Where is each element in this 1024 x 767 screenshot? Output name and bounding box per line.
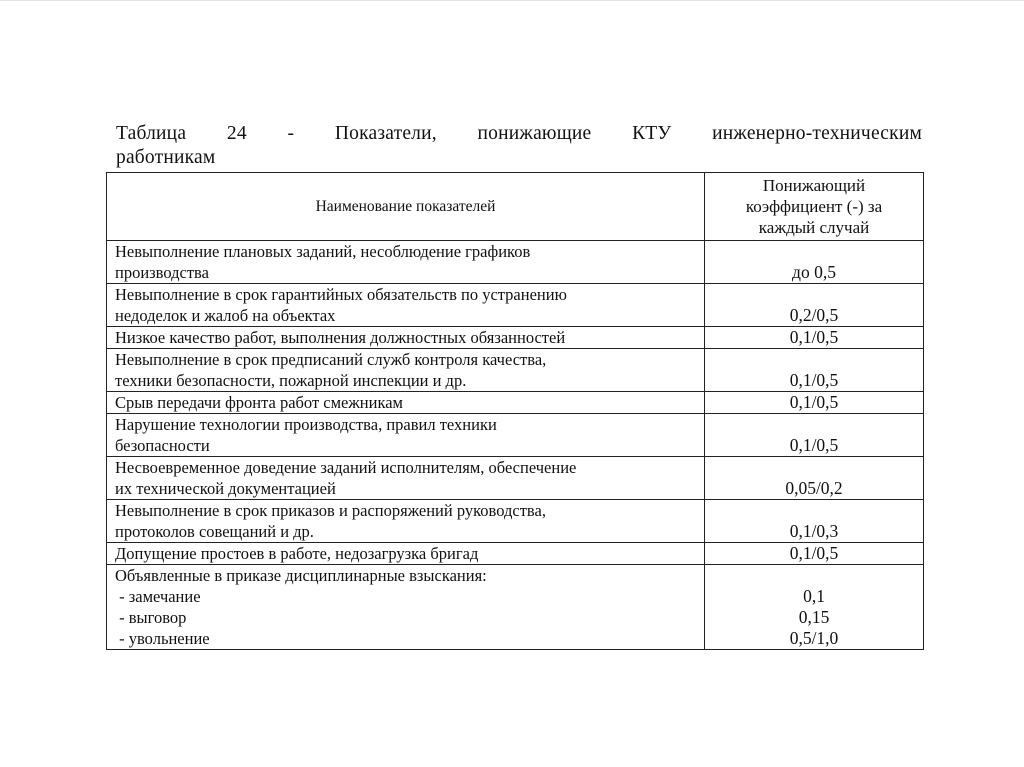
row-name bbox=[107, 349, 705, 392]
row-value: 0,1/0,5 bbox=[705, 327, 924, 349]
discipline-title: Объявленные в приказе дисциплинарные взыскания: bbox=[115, 566, 487, 585]
header-indicator-name: Наименование показателей bbox=[107, 173, 705, 241]
discipline-values bbox=[705, 565, 924, 650]
row-value: до 0,5 bbox=[705, 241, 924, 284]
row-value: 0,1/0,5 bbox=[705, 392, 924, 414]
header-coefficient-line-1: Понижающий bbox=[762, 176, 866, 195]
row-value: 0,2/0,5 bbox=[705, 284, 924, 327]
row-name-line-1: Невыполнение в срок приказов и распоряжений руководства, bbox=[115, 501, 546, 520]
row-value: 0,1/0,5 bbox=[705, 349, 924, 392]
table-row bbox=[107, 500, 924, 543]
row-name-line-2: протоколов совещаний и др. bbox=[115, 522, 314, 541]
row-name-line-1: Срыв передачи фронта работ смежникам bbox=[115, 393, 403, 412]
row-name bbox=[107, 500, 705, 543]
row-name-line-2: производства bbox=[115, 263, 209, 282]
row-value: 0,1/0,5 bbox=[705, 414, 924, 457]
caption-line-1: Таблица 24 - Показатели, понижающие КТУ инженерно-техническим bbox=[116, 123, 922, 144]
row-name-line-1: Нарушение технологии производства, правил техники bbox=[115, 415, 497, 434]
row-name bbox=[107, 457, 705, 500]
table-row bbox=[107, 543, 924, 565]
discipline-item-label: - увольнение bbox=[115, 629, 210, 648]
table-row bbox=[107, 284, 924, 327]
row-name-line-2: техники безопасности, пожарной инспекции и др. bbox=[115, 371, 467, 390]
discipline-item-label: - замечание bbox=[115, 587, 201, 606]
table-row bbox=[107, 241, 924, 284]
discipline-names bbox=[107, 565, 705, 650]
row-name-line-1: Невыполнение в срок предписаний служб контроля качества, bbox=[115, 350, 547, 369]
discipline-item-value: 0,5/1,0 bbox=[789, 628, 839, 648]
row-name-line-2: недоделок и жалоб на объектах bbox=[115, 306, 336, 325]
row-name bbox=[107, 284, 705, 327]
discipline-item-value: 0,1 bbox=[803, 586, 825, 606]
row-name-line-2: безопасности bbox=[115, 436, 210, 455]
table-row bbox=[107, 392, 924, 414]
row-name-line-1: Низкое качество работ, выполнения должностных обязанностей bbox=[115, 328, 566, 347]
row-value: 0,05/0,2 bbox=[705, 457, 924, 500]
row-name bbox=[107, 543, 705, 565]
caption-line-2: работникам bbox=[116, 147, 216, 168]
header-coefficient bbox=[705, 173, 924, 241]
row-value: 0,1/0,5 bbox=[705, 543, 924, 565]
row-name-line-1: Несвоевременное доведение заданий исполнителям, обеспечение bbox=[115, 458, 577, 477]
header-coefficient-line-2: коэффициент (-) за bbox=[745, 197, 883, 216]
table-row bbox=[107, 327, 924, 349]
row-name bbox=[107, 327, 705, 349]
row-name bbox=[107, 241, 705, 284]
table-row bbox=[107, 349, 924, 392]
row-name bbox=[107, 392, 705, 414]
header-coefficient-line-3: каждый случай bbox=[758, 218, 870, 237]
row-name-line-2: их технической документацией bbox=[115, 479, 336, 498]
coefficients-table bbox=[106, 172, 924, 650]
table-caption bbox=[116, 122, 922, 170]
row-name bbox=[107, 414, 705, 457]
table-row-discipline bbox=[107, 565, 924, 650]
table-row bbox=[107, 414, 924, 457]
row-name-line-1: Допущение простоев в работе, недозагрузка бригад bbox=[115, 544, 479, 563]
discipline-item-value: 0,15 bbox=[798, 607, 830, 627]
table-row bbox=[107, 457, 924, 500]
row-name-line-1: Невыполнение плановых заданий, несоблюдение графиков bbox=[115, 242, 531, 261]
discipline-item-label: - выговор bbox=[115, 608, 187, 627]
row-name-line-1: Невыполнение в срок гарантийных обязательств по устранению bbox=[115, 285, 567, 304]
row-value: 0,1/0,3 bbox=[705, 500, 924, 543]
table-header-row bbox=[107, 173, 924, 241]
